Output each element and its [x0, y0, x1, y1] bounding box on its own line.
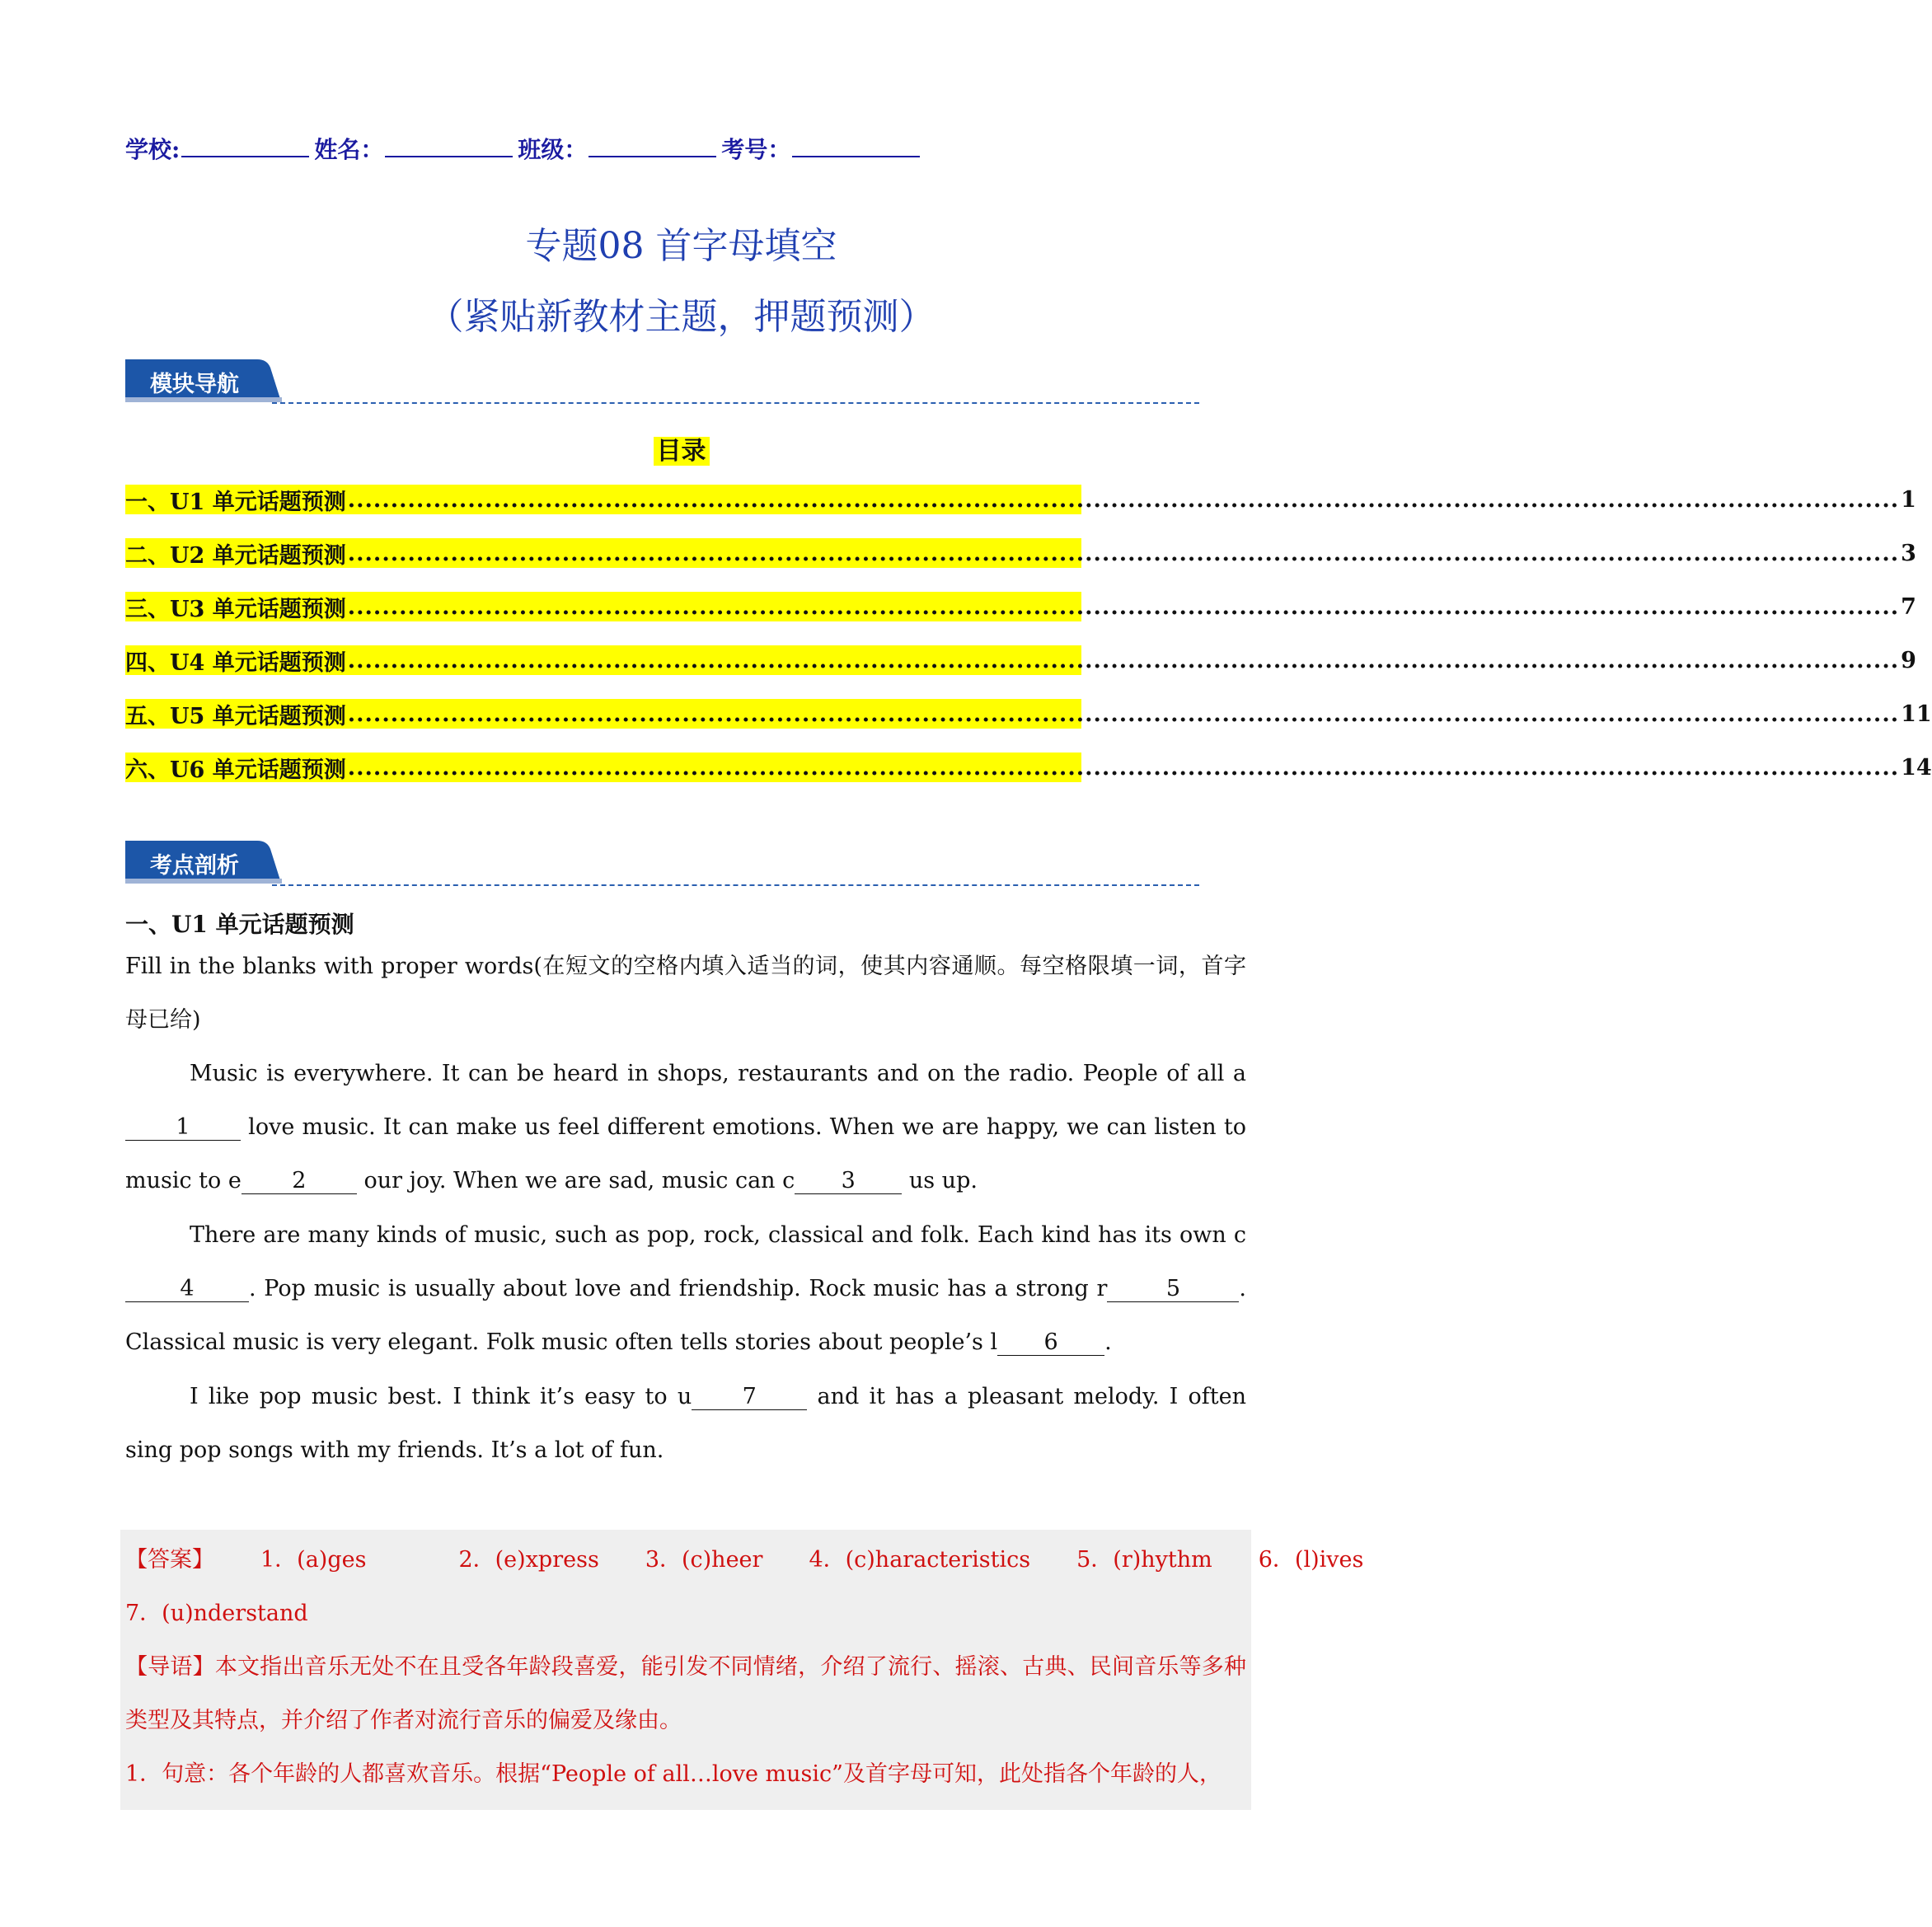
class-label: 班级： [518, 136, 588, 163]
exam-number-blank [792, 138, 920, 157]
exercise-instruction: Fill in the blanks with proper words(在短文的空格内填入适当的词，使其内容通顺。每空格限填一词，首字母已给) [125, 954, 1246, 1033]
toc-item-label: 二、U2 单元话题预测 [125, 542, 346, 569]
answer-note-1: 1．句意：各个年龄的人都喜欢音乐。根据“People of all…love music”及首字母可知，此处指各个年龄的人， [125, 1761, 1222, 1787]
toc-page-number: 1 [1901, 486, 1916, 513]
exam-number-field [721, 132, 925, 165]
passage-text: Music is everywhere. It can be heard in shops, restaurants and on the radio. People of all a [190, 1061, 1246, 1086]
passage-text: . Classical music is very elegant. Folk music often tells stories about people’s l [125, 1276, 1246, 1355]
answer-list [125, 1533, 1364, 1640]
passage-text: us up. [902, 1168, 978, 1193]
toc-item[interactable] [125, 592, 1916, 622]
toc-item-label: 一、U1 单元话题预测 [125, 489, 346, 515]
passage-text: . [1104, 1329, 1112, 1355]
section-tab-nav [125, 356, 282, 404]
toc-item-label: 六、U6 单元话题预测 [125, 757, 346, 783]
toc-page-number: 11 [1901, 701, 1932, 727]
toc-item[interactable] [125, 753, 1932, 783]
student-info-fields [125, 132, 925, 165]
toc-leader: ..................................................................................................................................................................................... [347, 540, 1900, 566]
passage-paragraph-2 [125, 1208, 1246, 1369]
divider [272, 884, 1199, 886]
answer-item: 3．(c)heer [645, 1547, 763, 1573]
section-tab-label: 模块导航 [150, 372, 239, 397]
guide-label: 【导语】 [125, 1654, 215, 1680]
toc-leader: ..................................................................................................................................................................................... [347, 593, 1900, 620]
page-title: 专题08 首字母填空 [525, 225, 837, 267]
school-label: 学校: [125, 136, 181, 163]
toc-leader: ..................................................................................................................................................................................... [347, 701, 1900, 727]
name-label: 姓名： [314, 136, 384, 163]
passage-paragraph-1 [125, 1047, 1246, 1207]
toc-leader: ..................................................................................................................................................................................... [347, 486, 1900, 513]
toc-leader: ..................................................................................................................................................................................... [347, 647, 1900, 673]
toc-item[interactable] [125, 538, 1916, 569]
section-tab-label: 考点剖析 [150, 853, 239, 879]
toc-item-label: 三、U3 单元话题预测 [125, 596, 346, 622]
toc-leader: ..................................................................................................................................................................................... [347, 754, 1900, 781]
passage-text: love music. It can make us feel different emotions. When we are happy, we can listen to music to e [125, 1114, 1246, 1193]
toc-item-label: 五、U5 单元话题预测 [125, 703, 346, 729]
class-field [518, 132, 721, 165]
blank-2[interactable]: 2 [242, 1169, 357, 1194]
blank-4[interactable]: 4 [125, 1277, 249, 1302]
class-blank [589, 138, 716, 157]
passage-text: and it has a pleasant melody. I often sing pop songs with my friends. It’s a lot of fun. [125, 1384, 1246, 1463]
blank-3[interactable]: 3 [795, 1169, 902, 1194]
blank-5[interactable]: 5 [1107, 1277, 1239, 1302]
exam-number-label: 考号： [721, 136, 791, 163]
toc-item[interactable] [125, 645, 1916, 676]
guide-text: 本文指出音乐无处不在且受各年龄段喜爱，能引发不同情绪，介绍了流行、摇滚、古典、民间音乐等多种类型及其特点，并介绍了作者对流行音乐的偏爱及缘由。 [125, 1654, 1247, 1733]
passage-text: I like pop music best. I think it’s easy to u [190, 1384, 692, 1409]
passage-text: our joy. When we are sad, music can c [356, 1168, 795, 1193]
school-field [125, 132, 314, 165]
page-subtitle: （紧贴新教材主题，押题预测） [427, 296, 936, 338]
divider [272, 402, 1199, 404]
toc-item-label: 四、U4 单元话题预测 [125, 649, 346, 676]
blank-1[interactable]: 1 [125, 1115, 241, 1141]
toc-heading: 目录 [0, 430, 1362, 467]
toc-page-number: 14 [1901, 754, 1932, 781]
school-blank [181, 138, 309, 157]
section-tab-analysis [125, 837, 282, 885]
answer-item: 1．(a)ges [260, 1547, 367, 1573]
passage-text: . Pop music is usually about love and friendship. Rock music has a strong r [249, 1276, 1108, 1301]
answer-label: 【答案】 [125, 1547, 214, 1573]
toc-page-number: 9 [1901, 647, 1916, 673]
toc-page-number: 7 [1901, 593, 1916, 620]
exercise-subheading: 一、U1 单元话题预测 [125, 911, 354, 938]
blank-7[interactable]: 7 [692, 1385, 807, 1410]
guide-paragraph [125, 1640, 1246, 1747]
toc-page-number: 3 [1901, 540, 1916, 566]
answer-item: 4．(c)haracteristics [809, 1547, 1031, 1573]
answer-item: 6．(l)ives [1258, 1547, 1364, 1573]
passage-paragraph-3 [125, 1370, 1246, 1477]
toc-item[interactable] [125, 485, 1916, 515]
answer-item: 5．(r)hythm [1076, 1547, 1212, 1573]
toc-item[interactable] [125, 699, 1932, 729]
answer-item: 2．(e)xpress [458, 1547, 599, 1573]
name-blank [385, 138, 513, 157]
blank-6[interactable]: 6 [997, 1330, 1104, 1356]
name-field [314, 132, 518, 165]
passage-text: There are many kinds of music, such as pop, rock, classical and folk. Each kind has its own c [190, 1222, 1246, 1248]
answer-item: 7．(u)nderstand [125, 1601, 308, 1626]
